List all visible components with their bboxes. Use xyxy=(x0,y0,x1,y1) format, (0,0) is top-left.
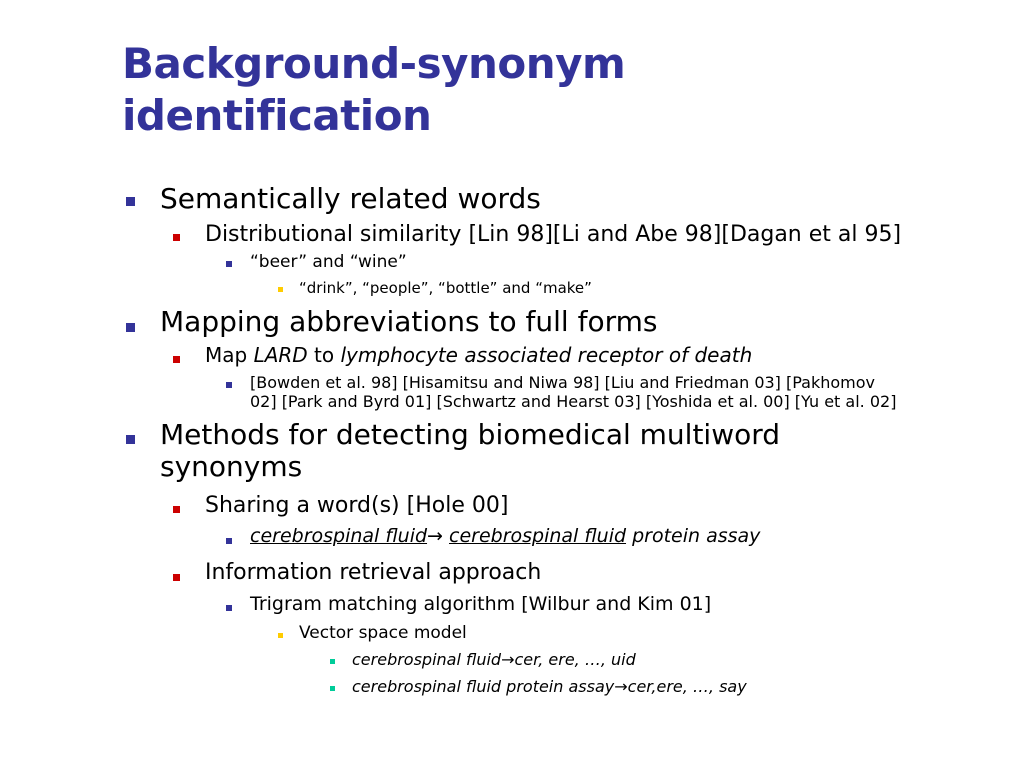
slide-title xyxy=(122,38,625,142)
square-bullet-icon xyxy=(173,506,180,513)
square-bullet-icon xyxy=(226,538,232,544)
map-prefix: Map xyxy=(205,343,254,367)
list-item-semantically-related: Semantically related words xyxy=(160,182,541,215)
list-item-vector-space-model: Vector space model xyxy=(299,623,467,643)
arrow-right-icon: → xyxy=(501,650,515,669)
square-bullet-icon xyxy=(126,323,135,332)
full-form-lard: lymphocyte associated receptor of death xyxy=(340,343,753,367)
list-item-beer-wine: “beer” and “wine” xyxy=(250,252,407,272)
square-bullet-icon xyxy=(126,197,135,206)
term-csf-underlined: cerebrospinal fluid xyxy=(449,525,627,547)
list-item-map-lard xyxy=(205,342,752,368)
list-item-csf-example xyxy=(250,526,760,546)
example-1-trigrams: cer, ere, …, uid xyxy=(514,650,636,669)
list-item-trigram: Trigram matching algorithm [Wilbur and Kim 01] xyxy=(250,593,712,615)
list-item-methods-line-2: synonyms xyxy=(160,450,303,483)
list-item-example-1 xyxy=(352,650,636,670)
square-bullet-icon xyxy=(330,659,335,664)
arrow-right-icon: → xyxy=(614,677,628,696)
arrow-right-icon: → xyxy=(427,525,443,547)
map-to: to xyxy=(307,343,341,367)
square-bullet-icon xyxy=(226,605,232,611)
square-bullet-icon xyxy=(173,234,180,241)
list-item-example-2 xyxy=(352,677,747,697)
list-item-refs-line-1: [Bowden et al. 98] [Hisamitsu and Niwa 98] [Liu and Friedman 03] [Pakhomov xyxy=(250,373,876,392)
slide-title-line-1: Background-synonym xyxy=(122,39,626,88)
example-1-term: cerebrospinal fluid xyxy=(352,650,502,669)
square-bullet-icon xyxy=(278,633,283,638)
list-item-methods-line-1: Methods for detecting biomedical multiword xyxy=(160,418,781,451)
abbreviation-lard: LARD xyxy=(253,343,308,367)
square-bullet-icon xyxy=(173,574,180,581)
list-item-drink-people: “drink”, “people”, “bottle” and “make” xyxy=(299,279,592,297)
list-item-sharing-word: Sharing a word(s) [Hole 00] xyxy=(205,493,509,518)
example-2-trigrams: cer,ere, …, say xyxy=(627,677,747,696)
list-item-refs-line-2: 02] [Park and Byrd 01] [Schwartz and Hearst 03] [Yoshida et al. 00] [Yu et al. 02] xyxy=(250,392,897,411)
square-bullet-icon xyxy=(330,686,335,691)
list-item-mapping-abbreviations: Mapping abbreviations to full forms xyxy=(160,305,658,338)
term-csf: cerebrospinal fluid xyxy=(250,525,428,547)
square-bullet-icon xyxy=(226,382,232,388)
term-protein-assay: protein assay xyxy=(626,525,761,547)
list-item-information-retrieval: Information retrieval approach xyxy=(205,560,542,585)
square-bullet-icon xyxy=(126,435,135,444)
list-item-distributional-similarity: Distributional similarity [Lin 98][Li and Abe 98][Dagan et al 95] xyxy=(205,222,902,247)
square-bullet-icon xyxy=(173,356,180,363)
slide-title-line-2: identification xyxy=(122,91,432,140)
square-bullet-icon xyxy=(226,261,232,267)
square-bullet-icon xyxy=(278,287,283,292)
example-2-term: cerebrospinal fluid protein assay xyxy=(352,677,615,696)
